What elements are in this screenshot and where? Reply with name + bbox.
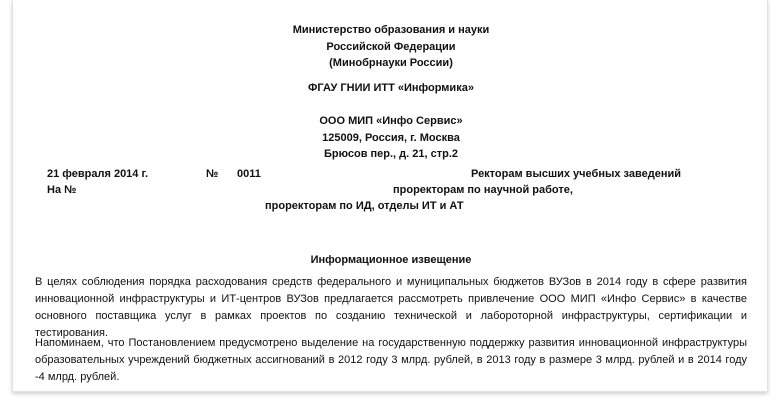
- notice-paragraph-2: Напоминаем, что Постановлением предусмотрено выделение на государственную поддержку развития инновационной инфраструктуры образовательных учреждений бюджетных ассигнований в 2012 году 3 млрд. рублей, в 2013 году в размере 3 млрд. рублей и в 2014 году -4 млрд. рублей.: [35, 337, 747, 383]
- company-block: [13, 113, 769, 163]
- document-date: 21 февраля 2014 г.: [47, 168, 149, 180]
- recipient-line-2: проректорам по научной работе,: [393, 184, 573, 196]
- organization-name: [13, 80, 769, 97]
- org-line: ФГАУ ГНИИ ИТТ «Информика»: [308, 82, 474, 94]
- number-sign: №: [206, 168, 219, 180]
- notice-title-text: Информационное извещение: [310, 254, 472, 266]
- ministry-line-1: Министерство образования и науки: [292, 24, 490, 36]
- ministry-header: [13, 22, 769, 72]
- ministry-line-3: (Минобрнауки России): [329, 57, 453, 69]
- document-page: [12, 0, 768, 392]
- company-address-2: Брюсов пер., д. 21, стр.2: [323, 148, 459, 160]
- company-name: ООО МИП «Инфо Сервис»: [319, 115, 463, 127]
- recipient-line-1: Ректорам высших учебных заведений: [471, 168, 681, 180]
- company-address-1: 125009, Россия, г. Москва: [322, 131, 460, 144]
- document-number: 0011: [237, 168, 261, 180]
- recipient-line-3: проректорам по ИД, отделы ИТ и АТ: [265, 200, 464, 212]
- ministry-line-2: Российской Федерации: [326, 40, 456, 53]
- notice-title: [13, 252, 769, 269]
- reply-to-number: На №: [47, 184, 77, 196]
- notice-paragraph-1: В целях соблюдения порядка расходования средств федерального и муниципальных бюджетов ВУЗов в 2014 году в сфере развития инновационной инфраструктуры и ИТ-центров ВУЗов предлагается рассмотреть привлечение ООО МИП «Инфо Сервис» в качестве основного поставщика услуг в рамках проектов по созданию технической и лабороторной инфраструктуры, сертификации и тестирования.: [35, 276, 747, 339]
